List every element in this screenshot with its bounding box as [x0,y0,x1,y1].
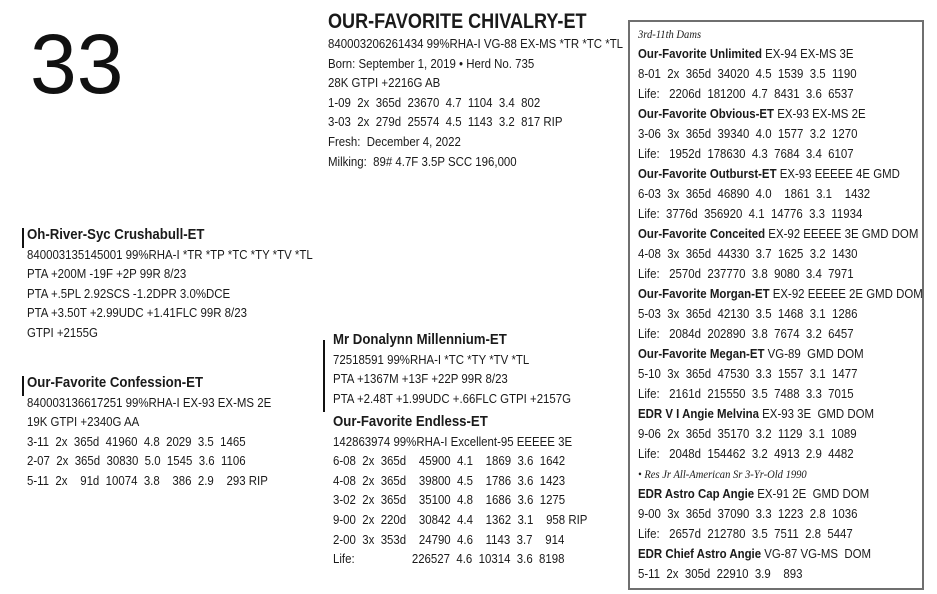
granddam-line: 3-02 2x 365d 35100 4.8 1686 3.6 1275 [333,492,566,508]
dam-entry-line: 6-03 3x 365d 46890 4.0 1861 3.1 1432 [638,186,871,201]
granddam-line: Life: 226527 4.6 10314 3.6 8198 [333,551,565,567]
grandsire-line: 72518591 99%RHA-I *TC *TY *TV *TL [333,351,530,367]
grandsire-name: Mr Donalynn Millennium-ET [333,331,507,348]
dam-entry-name: Our-Favorite Morgan-ET EX-92 EEEEE 2E GMD DOM [638,286,923,301]
dam-line: 2-07 2x 365d 30830 5.0 1545 3.6 1106 [27,453,246,469]
dam-entry-note: • Res Jr All-American Sr 3-Yr-Old 1990 [638,467,807,481]
sire-block [27,225,352,343]
subject-line: 3-03 2x 279d 25574 4.5 1143 3.2 817 RIP [328,114,563,130]
dam-entry-line: Life: 3776d 356920 4.1 14776 3.3 11934 [638,206,863,221]
dam-entry-line: Life: 2084d 202890 3.8 7674 3.2 6457 [638,326,854,341]
dam-entry-line: Life: 1952d 178630 4.3 7684 3.4 6107 [638,146,854,161]
dam-entry-line: 5-03 3x 365d 42130 3.5 1468 3.1 1286 [638,306,858,321]
granddam-block [333,412,622,569]
dam-entry-name: Our-Favorite Conceited EX-92 EEEEE 3E GMD DOM [638,226,919,241]
sire-bracket [22,228,24,248]
subject-line: Milking: 89# 4.7F 3.5P SCC 196,000 [328,153,517,169]
dam-entry-line: 9-06 2x 365d 35170 3.2 1129 3.1 1089 [638,426,857,441]
granddam-name: Our-Favorite Endless-ET [333,413,488,430]
grandsire-line: PTA +1367M +13F +22P 99R 8/23 [333,371,508,387]
sire-line: PTA +.5PL 2.92SCS -1.2DPR 3.0%DCE [27,285,231,301]
dam-entry-name: Our-Favorite Obvious-ET EX-93 EX-MS 2E [638,106,866,121]
dam-name: Our-Favorite Confession-ET [27,374,204,391]
dam-entry-line: 3-06 3x 365d 39340 4.0 1577 3.2 1270 [638,126,858,141]
subject-line: Fresh: December 4, 2022 [328,133,461,149]
sire-line: GTPI +2155G [27,324,98,340]
subject-line: 840003206261434 99%RHA-I VG-88 EX-MS *TR *TC *TL [328,36,624,51]
granddam-line: 2-00 3x 353d 24790 4.6 1143 3.7 914 [333,531,565,547]
dam-entry-line: Life: 2570d 237770 3.8 9080 3.4 7971 [638,266,854,281]
dam-entry-line: Life: 2657d 212780 3.5 7511 2.8 5447 [638,526,853,541]
dam-entry-name: EDR V I Angie Melvina EX-93 3E GMD DOM [638,406,875,421]
grandsire-block [333,330,604,408]
dam-entry-name: EDR Chief Astro Angie VG-87 VG-MS DOM [638,546,872,561]
dam-entry-name: Our-Favorite Outburst-ET EX-93 EEEEE 4E GMD [638,166,900,181]
dam-entry-line: Life: 2048d 154462 3.2 4913 2.9 4482 [638,446,854,461]
dam-entry-name: Our-Favorite Unlimited EX-94 EX-MS 3E [638,46,854,61]
dam-entry-line: Life: 2206d 181200 4.7 8431 3.6 6537 [638,86,854,101]
dam-block [27,373,305,491]
sire-name: Oh-River-Syc Crushabull-ET [27,226,205,243]
dam-line: 5-11 2x 91d 10074 3.8 386 2.9 293 RIP [27,472,268,488]
lot-number: 33 [30,17,124,111]
grandsire-line: PTA +2.48T +1.99UDC +.66FLC GTPI +2157G [333,390,572,406]
dam-entry-line: 5-11 2x 305d 22910 3.9 893 [638,566,803,581]
grandsire-bracket [323,340,325,412]
sire-line: PTA +3.50T +2.99UDC +1.41FLC 99R 8/23 [27,305,247,321]
dam-entry-line: 5-10 3x 365d 47530 3.3 1557 3.1 1477 [638,366,858,381]
dam-entry-line: 9-00 3x 365d 37090 3.3 1223 2.8 1036 [638,506,858,521]
dam-line: 840003136617251 99%RHA-I EX-93 EX-MS 2E [27,394,272,410]
dam-bracket [22,376,24,396]
dams-header: 3rd-11th Dams [638,27,702,41]
granddam-line: 6-08 2x 365d 45900 4.1 1869 3.6 1642 [333,453,566,469]
granddam-line: 4-08 2x 365d 39800 4.5 1786 3.6 1423 [333,472,566,488]
dam-entry-line: 4-08 3x 365d 44330 3.7 1625 3.2 1430 [638,246,858,261]
subject-block [328,10,663,171]
subject-line: Born: September 1, 2019 • Herd No. 735 [328,55,535,71]
dam-entry-line: 8-01 2x 365d 34020 4.5 1539 3.5 1190 [638,66,857,81]
granddam-line: 9-00 2x 220d 30842 4.4 1362 3.1 958 RIP [333,511,588,527]
sire-line: 840003135145001 99%RHA-I *TR *TP *TC *TY *TV *TL [27,246,313,262]
dam-line: 19K GTPI +2340G AA [27,414,140,430]
dam-entry-line: Life: 2161d 215550 3.5 7488 3.3 7015 [638,386,854,401]
dam-entry-name: EDR Astro Cap Angie EX-91 2E GMD DOM [638,486,870,501]
sire-line: PTA +200M -19F +2P 99R 8/23 [27,266,187,282]
dam-line: 3-11 2x 365d 41960 4.8 2029 3.5 1465 [27,433,246,449]
subject-line: 1-09 2x 365d 23670 4.7 1104 3.4 802 [328,94,541,110]
subject-name: OUR-FAVORITE CHIVALRY-ET [328,10,587,33]
dams-box [628,20,924,590]
granddam-line: 142863974 99%RHA-I Excellent-95 EEEEE 3E [333,433,573,449]
subject-line: 28K GTPI +2216G AB [328,75,441,91]
dam-entry-name: Our-Favorite Megan-ET VG-89 GMD DOM [638,346,864,361]
